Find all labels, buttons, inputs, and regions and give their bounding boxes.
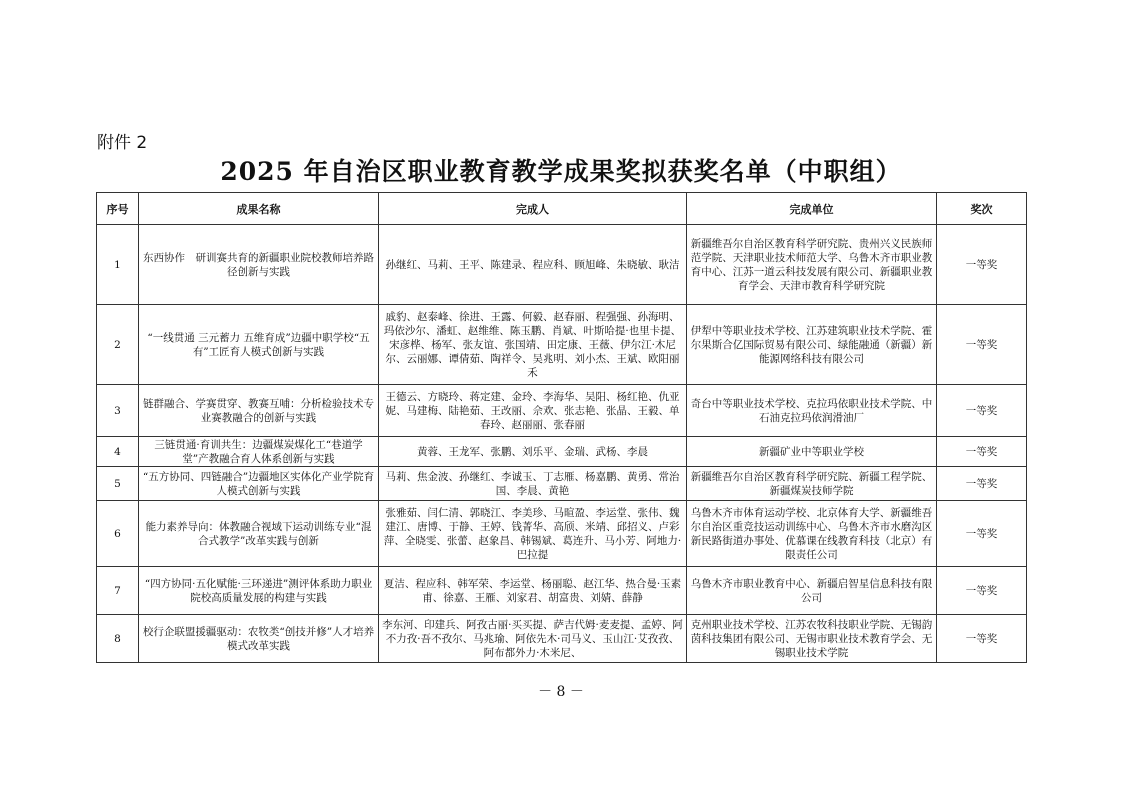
cell-units: 奇台中等职业技术学校、克拉玛依职业技术学院、中石油克拉玛依润滑油厂 [687,385,937,437]
header-name: 成果名称 [139,193,379,225]
cell-award: 一等奖 [937,305,1027,385]
cell-award: 一等奖 [937,225,1027,305]
cell-people: 马莉、焦金波、孙继红、李诚玉、丁志雁、杨嘉鹏、黄勇、常治国、李晨、黄艳 [379,467,687,501]
cell-name: 链群融合、学赛贯穿、教赛互哺：分析检验技术专业赛教融合的创新与实践 [139,385,379,437]
cell-people: 王德云、方晓玲、蒋定建、金玲、李海华、吴阳、杨红艳、仇亚妮、马建梅、陆艳茹、王改丽、佘欢、张志艳、张晶、王毅、单春玲、赵丽丽、张春丽 [379,385,687,437]
cell-units: 伊犁中等职业技术学校、江苏建筑职业技术学院、霍尔果斯合亿国际贸易有限公司、绿能融通（新疆）新能源网络科技有限公司 [687,305,937,385]
awards-table [96,192,1027,663]
cell-people: 夏洁、程应科、韩军荣、李运堂、杨丽聪、赵江华、热合曼·玉素甫、徐嘉、王雁、刘家君、胡富贵、刘婧、薛静 [379,567,687,615]
attachment-label: 附件 2 [97,133,148,153]
cell-seq: 6 [97,501,139,567]
cell-people: 李东河、印建兵、阿孜古丽·买买提、萨吉代姆·麦麦提、孟婷、阿不力孜·吾不孜尔、马兆瑜、阿依先木·司马义、玉山江·艾孜孜、阿布都外力·木米尼、 [379,615,687,663]
cell-name: “四方协同·五化赋能·三环递进”测评体系助力职业院校高质量发展的构建与实践 [139,567,379,615]
cell-award: 一等奖 [937,437,1027,467]
cell-seq: 7 [97,567,139,615]
page-number: － 8 － [538,684,584,700]
header-units: 完成单位 [687,193,937,225]
document-title: 2025 年自治区职业教育教学成果奖拟获奖名单（中职组） [220,157,902,186]
cell-seq: 1 [97,225,139,305]
cell-name: 三链贯通·育训共生：边疆煤炭煤化工“巷道学堂”产教融合育人体系创新与实践 [139,437,379,467]
cell-award: 一等奖 [937,501,1027,567]
cell-award: 一等奖 [937,467,1027,501]
cell-people: 张雅茹、闫仁清、郭晓江、李美珍、马暄盈、李运堂、张伟、魏建江、唐博、于静、王婷、钱菁华、高颀、米靖、邱招义、卢彩萍、全晓雯、张蕾、赵象昌、韩锡斌、葛连升、马小芳、阿地力·巴拉提 [379,501,687,567]
cell-name: 东西协作 研训赛共育的新疆职业院校教师培养路径创新与实践 [139,225,379,305]
table-row [97,467,1027,501]
cell-people: 孙继红、马莉、王平、陈建录、程应科、顾旭峰、朱晓敏、耿洁 [379,225,687,305]
cell-seq: 3 [97,385,139,437]
cell-units: 乌鲁木齐市体育运动学校、北京体育大学、新疆维吾尔自治区重竞技运动训练中心、乌鲁木齐市水磨沟区新民路街道办事处、优慕课在线教育科技（北京）有限责任公司 [687,501,937,567]
table-row [97,385,1027,437]
table-row [97,437,1027,467]
table-row [97,615,1027,663]
cell-seq: 2 [97,305,139,385]
header-people: 完成人 [379,193,687,225]
cell-name: “五方协同、四链融合”边疆地区实体化产业学院育人模式创新与实践 [139,467,379,501]
cell-people: 戚豹、赵泰峰、徐进、王露、何毅、赵春丽、程强强、孙海明、玛依沙尔、潘虹、赵维维、陈玉鹏、肖斌、叶斯哈提·也里卡提、宋彦桦、杨军、张友谊、张国靖、田定康、王薇、伊尔江·木尼尔、云丽娜、谭倩茹、陶祥令、吴兆明、刘小杰、王斌、欧阳丽禾 [379,305,687,385]
cell-seq: 8 [97,615,139,663]
header-award: 奖次 [937,193,1027,225]
cell-units: 新疆矿业中等职业学校 [687,437,937,467]
table-row [97,305,1027,385]
cell-seq: 4 [97,437,139,467]
cell-award: 一等奖 [937,615,1027,663]
cell-name: 校行企联盟援疆驱动：农牧类“创技并修”人才培养模式改革实践 [139,615,379,663]
cell-units: 新疆维吾尔自治区教育科学研究院、贵州兴义民族师范学院、天津职业技术师范大学、乌鲁木齐市职业教育中心、江苏一道云科技发展有限公司、新疆职业教育学会、天津市教育科学研究院 [687,225,937,305]
cell-award: 一等奖 [937,567,1027,615]
cell-award: 一等奖 [937,385,1027,437]
table-row [97,225,1027,305]
table-row [97,501,1027,567]
cell-units: 克州职业技术学校、江苏农牧科技职业学院、无锡韵茵科技集团有限公司、无锡市职业技术教育学会、无锡职业技术学院 [687,615,937,663]
table-header-row [97,193,1027,225]
cell-people: 黄蓉、王龙军、张鹏、刘乐平、金瑞、武杨、李晨 [379,437,687,467]
cell-seq: 5 [97,467,139,501]
cell-units: 乌鲁木齐市职业教育中心、新疆启智星信息科技有限公司 [687,567,937,615]
cell-name: 能力素养导向：体教融合视域下运动训练专业“混合式教学”改革实践与创新 [139,501,379,567]
cell-units: 新疆维吾尔自治区教育科学研究院、新疆工程学院、新疆煤炭技师学院 [687,467,937,501]
header-seq: 序号 [97,193,139,225]
cell-name: “一线贯通 三元蓄力 五维育成”边疆中职学校“五有”工匠育人模式创新与实践 [139,305,379,385]
table-row [97,567,1027,615]
